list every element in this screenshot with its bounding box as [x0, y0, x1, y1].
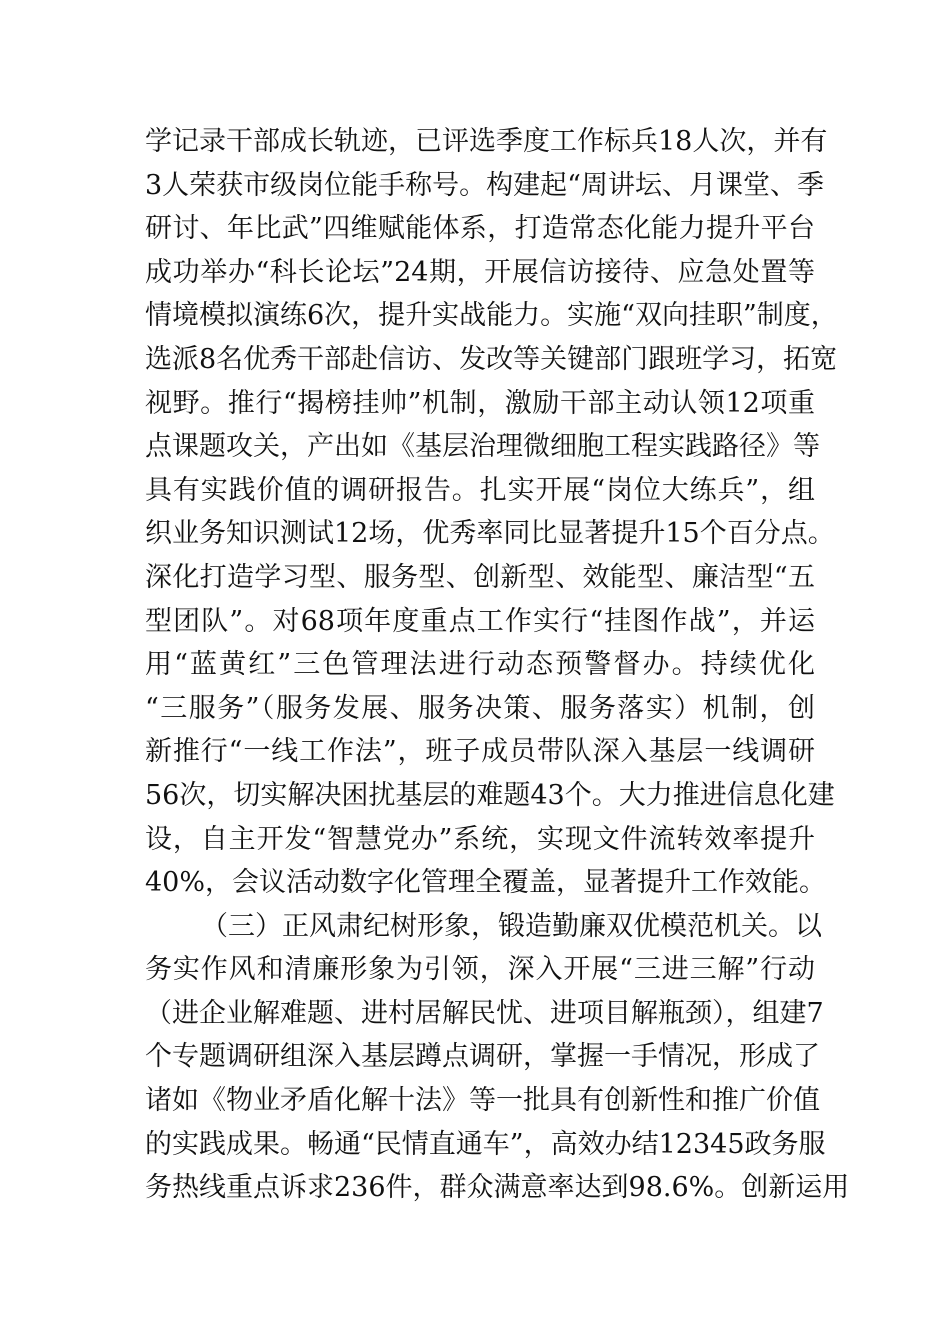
- text-line: 视野。推行“揭榜挂帅”机制，激励干部主动认领12项重: [145, 387, 815, 419]
- text-line: “三服务”（服务发展、服务决策、服务落实）机制，创: [145, 692, 815, 724]
- text-line: 成功举办“科长论坛”24期，开展信访接待、应急处置等: [145, 256, 815, 288]
- text-line: 情境模拟演练6次，提升实战能力。实施“双向挂职”制度，: [145, 300, 838, 332]
- text-line: （进企业解难题、进村居解民忧、进项目解瓶颈），组建7: [145, 997, 824, 1029]
- text-line: 具有实践价值的调研报告。扎实开展“岗位大练兵”，组: [145, 474, 815, 506]
- text-line: 的实践成果。畅通“民情直通车”，高效办结12345政务服: [145, 1128, 826, 1160]
- text-line: 务实作风和清廉形象为引领，深入开展“三进三解”行动: [145, 954, 815, 986]
- text-line: 用“蓝黄红”三色管理法进行动态预警督办。持续优化: [145, 649, 815, 681]
- text-line: 织业务知识测试12场，优秀率同比显著提升15个百分点。: [145, 518, 835, 550]
- text-line: 设，自主开发“智慧党办”系统，实现文件流转效率提升: [145, 823, 815, 855]
- text-line: 40%，会议活动数字化管理全覆盖，显著提升工作效能。: [145, 867, 827, 899]
- text-line: 研讨、年比武”四维赋能体系，打造常态化能力提升平台: [145, 213, 815, 245]
- text-line: 56次，切实解决困扰基层的难题43个。大力推进信息化建: [145, 779, 835, 811]
- text-line: 个专题调研组深入基层蹲点调研，掌握一手情况，形成了: [145, 1041, 820, 1073]
- text-line: 深化打造学习型、服务型、创新型、效能型、廉洁型“五: [145, 561, 815, 593]
- section-heading-line: （三）正风肃纪树形象，锻造勤廉双优模范机关。以: [201, 910, 822, 942]
- text-line: 诸如《物业矛盾化解十法》等一批具有创新性和推广价值: [145, 1085, 820, 1117]
- text-line: 选派8名优秀干部赴信访、发改等关键部门跟班学习，拓宽: [145, 343, 838, 375]
- text-line: 点课题攻关，产出如《基层治理微细胞工程实践路径》等: [145, 431, 820, 463]
- paragraph-2: [145, 905, 850, 1210]
- paragraph-1: [145, 120, 838, 905]
- text-line: 型团队”。对68项年度重点工作实行“挂图作战”，并运: [145, 605, 815, 637]
- text-line: 学记录干部成长轨迹，已评选季度工作标兵18人次，并有: [145, 126, 828, 157]
- body-text: [145, 120, 850, 1210]
- text-line: 务热线重点诉求236件，群众满意率达到98.6%。创新运用: [145, 1172, 850, 1204]
- text-line: 新推行“一线工作法”，班子成员带队深入基层一线调研: [145, 736, 815, 768]
- text-line: 3人荣获市级岗位能手称号。构建起“周讲坛、月课堂、季: [145, 169, 824, 201]
